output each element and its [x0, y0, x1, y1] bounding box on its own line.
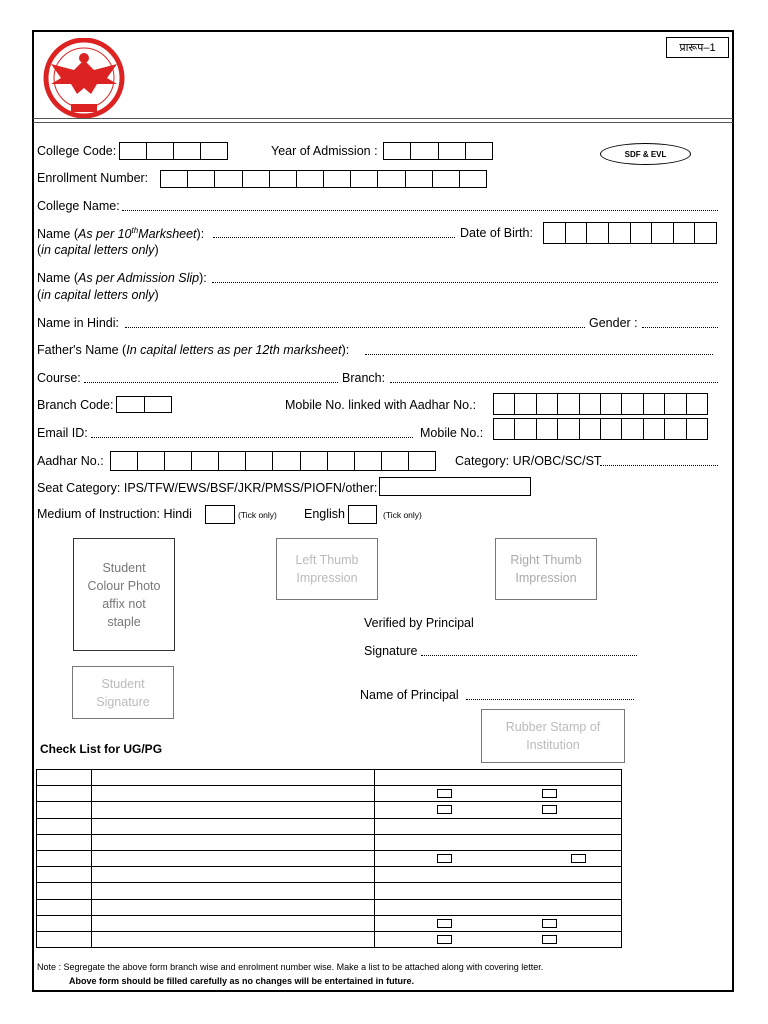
- table-row: [37, 786, 622, 802]
- capital-note-1: (in capital letters only): [37, 243, 159, 257]
- sdf-evl-text: SDF & EVL: [624, 149, 667, 159]
- course-line[interactable]: [84, 382, 338, 383]
- email-label: Email ID:: [37, 426, 88, 440]
- tick-only-hindi: (Tick only): [238, 510, 277, 520]
- checkbox[interactable]: [571, 854, 586, 863]
- left-thumb-box[interactable]: Left Thumb Impression: [276, 538, 378, 600]
- seat-category-input[interactable]: [379, 477, 531, 496]
- checkbox[interactable]: [542, 935, 557, 944]
- table-row: [37, 834, 622, 850]
- university-emblem-icon: [39, 38, 129, 120]
- student-signature-box[interactable]: Student Signature: [72, 666, 174, 719]
- checkbox[interactable]: [437, 789, 452, 798]
- name-admission-line[interactable]: [212, 282, 718, 283]
- checklist-table: [36, 769, 622, 948]
- checkbox[interactable]: [437, 919, 452, 928]
- name-of-principal-label: Name of Principal: [360, 688, 459, 702]
- course-label: Course:: [37, 371, 81, 385]
- form-code-text: प्रारूप–1: [679, 42, 716, 54]
- gender-label: Gender :: [589, 316, 638, 330]
- tick-only-english: (Tick only): [383, 510, 422, 520]
- seat-category-label: Seat Category: IPS/TFW/EWS/BSF/JKR/PMSS/PIOFN/other:: [37, 481, 378, 495]
- gender-line[interactable]: [642, 327, 718, 328]
- college-name-line[interactable]: [122, 210, 718, 211]
- category-line[interactable]: [600, 465, 718, 466]
- signature-line[interactable]: [421, 655, 637, 656]
- form-code-box: [666, 37, 729, 58]
- checkbox[interactable]: [542, 789, 557, 798]
- checkbox[interactable]: [437, 854, 452, 863]
- table-row: [37, 883, 622, 899]
- table-row: [37, 867, 622, 883]
- mobile-label: Mobile No.:: [420, 426, 484, 440]
- aadhar-boxes[interactable]: [110, 451, 436, 471]
- date-of-birth-label: Date of Birth:: [460, 226, 533, 240]
- rubber-stamp-box[interactable]: Rubber Stamp of Institution: [481, 709, 625, 763]
- category-label: Category: UR/OBC/SC/ST: [455, 454, 602, 468]
- note-text: Note : Segregate the above form branch wise and enrolment number wise. Make a list to be attached along with covering letter.: [37, 962, 544, 972]
- table-row: [37, 818, 622, 834]
- table-row: [37, 770, 622, 786]
- table-row: [37, 802, 622, 818]
- father-name-line[interactable]: [365, 354, 713, 355]
- year-of-admission-label: Year of Admission :: [271, 144, 378, 158]
- year-of-admission-boxes[interactable]: [383, 142, 493, 160]
- checkbox[interactable]: [437, 805, 452, 814]
- branch-code-label: Branch Code:: [37, 398, 114, 412]
- name-hindi-label: Name in Hindi:: [37, 316, 119, 330]
- father-name-label: Father's Name (In capital letters as per 12th marksheet):: [37, 343, 350, 357]
- aadhar-label: Aadhar No.:: [37, 454, 104, 468]
- college-code-boxes[interactable]: [119, 142, 228, 160]
- header-divider: [33, 118, 733, 123]
- mobile-aadhar-boxes[interactable]: [493, 393, 708, 415]
- medium-label: Medium of Instruction: Hindi: [37, 507, 192, 521]
- verified-by-label: Verified by Principal: [364, 616, 474, 630]
- college-name-label: College Name:: [37, 199, 120, 213]
- table-row: [37, 850, 622, 866]
- mobile-boxes[interactable]: [493, 418, 708, 440]
- signature-label: Signature: [364, 644, 418, 658]
- branch-label: Branch:: [342, 371, 386, 385]
- bold-note-text: Above form should be filled carefully as no changes will be entertained in future.: [69, 976, 415, 986]
- sdf-evl-badge: [600, 143, 691, 165]
- date-of-birth-boxes[interactable]: [543, 222, 717, 244]
- branch-line[interactable]: [390, 382, 718, 383]
- english-label: English: [304, 507, 345, 521]
- table-row: [37, 931, 622, 947]
- name-of-principal-line[interactable]: [466, 699, 634, 700]
- college-code-label: College Code:: [37, 144, 117, 158]
- checkbox[interactable]: [437, 935, 452, 944]
- table-row: [37, 899, 622, 915]
- checkbox[interactable]: [542, 805, 557, 814]
- enrollment-number-boxes[interactable]: [160, 170, 487, 188]
- name-hindi-line[interactable]: [125, 327, 585, 328]
- hindi-tick-box[interactable]: [205, 505, 235, 524]
- student-photo-box[interactable]: Student Colour Photo affix not staple: [73, 538, 175, 651]
- name-10th-label: Name (As per 10thMarksheet):: [37, 226, 205, 242]
- english-tick-box[interactable]: [348, 505, 377, 524]
- capital-note-2: (in capital letters only): [37, 288, 159, 302]
- email-line[interactable]: [91, 437, 413, 438]
- branch-code-boxes[interactable]: [116, 396, 172, 413]
- enrollment-number-label: Enrollment Number:: [37, 171, 149, 185]
- right-thumb-box[interactable]: Right Thumb Impression: [495, 538, 597, 600]
- checkbox[interactable]: [542, 919, 557, 928]
- name-10th-line[interactable]: [213, 237, 455, 238]
- checklist-title: Check List for UG/PG: [40, 742, 163, 756]
- name-admission-label: Name (As per Admission Slip):: [37, 271, 207, 285]
- table-row: [37, 915, 622, 931]
- mobile-aadhar-label: Mobile No. linked with Aadhar No.:: [285, 398, 477, 412]
